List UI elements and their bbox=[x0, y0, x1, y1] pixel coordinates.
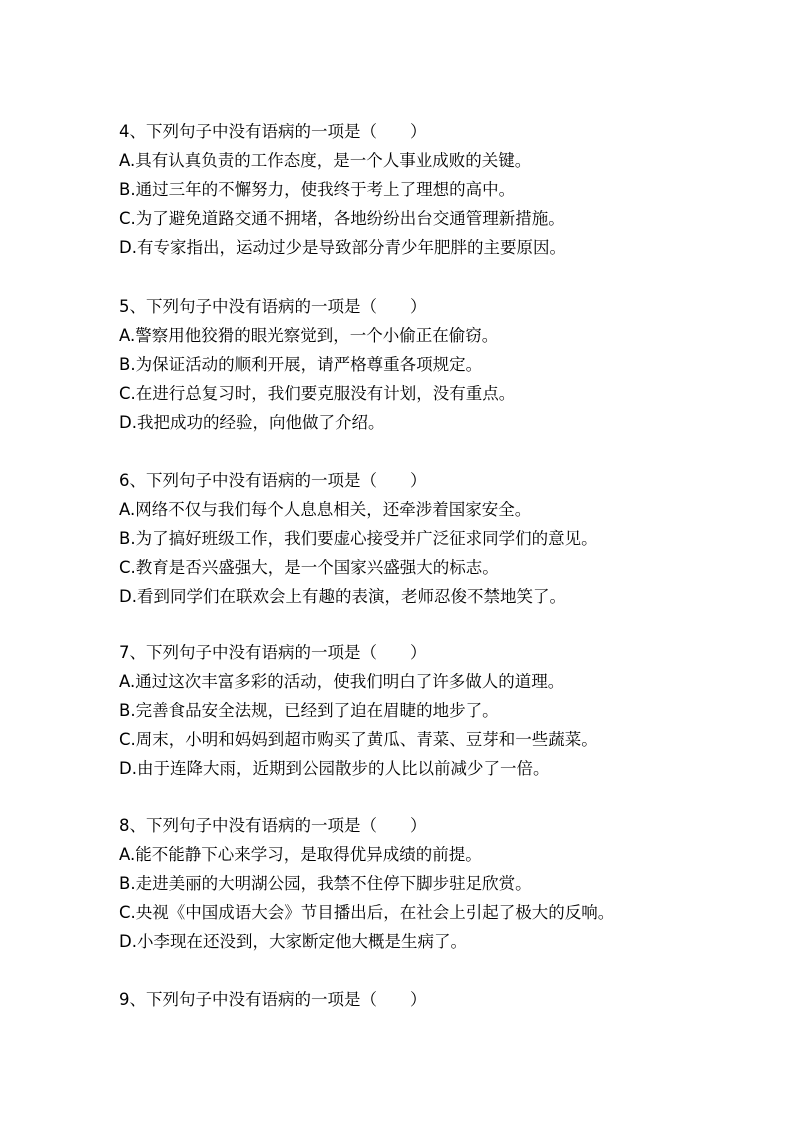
question-stem: 5、下列句子中没有语病的一项是（ ） bbox=[119, 297, 427, 316]
question-8 bbox=[119, 811, 759, 956]
option-a: A.具有认真负责的工作态度，是一个人事业成败的关键。 bbox=[119, 151, 532, 170]
option-b: B.通过三年的不懈努力，使我终于考上了理想的高中。 bbox=[119, 180, 516, 199]
option-d: D.由于连降大雨，近期到公园散步的人比以前减少了一倍。 bbox=[119, 759, 550, 778]
option-d: D.看到同学们在联欢会上有趣的表演，老师忍俊不禁地笑了。 bbox=[119, 587, 566, 606]
option-a: A.警察用他狡猾的眼光察觉到，一个小偷正在偷窃。 bbox=[119, 326, 499, 345]
question-7 bbox=[119, 638, 759, 783]
question-stem: 6、下列句子中没有语病的一项是（ ） bbox=[119, 471, 427, 490]
option-d: D.小李现在还没到，大家断定他大概是生病了。 bbox=[119, 932, 467, 951]
option-a: A.通过这次丰富多彩的活动，使我们明白了许多做人的道理。 bbox=[119, 672, 565, 691]
option-b: B.为了搞好班级工作，我们要虚心接受并广泛征求同学们的意见。 bbox=[119, 529, 598, 548]
question-stem: 8、下列句子中没有语病的一项是（ ） bbox=[119, 816, 427, 835]
question-5 bbox=[119, 292, 759, 437]
option-b: B.为保证活动的顺利开展，请严格尊重各项规定。 bbox=[119, 355, 483, 374]
question-stem: 9、下列句子中没有语病的一项是（ ） bbox=[119, 990, 427, 1009]
option-d: D.有专家指出，运动过少是导致部分青少年肥胖的主要原因。 bbox=[119, 238, 566, 257]
option-b: B.走进美丽的大明湖公园，我禁不住停下脚步驻足欣赏。 bbox=[119, 874, 532, 893]
option-c: C.教育是否兴盛强大，是一个国家兴盛强大的标志。 bbox=[119, 558, 499, 577]
option-d: D.我把成功的经验，向他做了介绍。 bbox=[119, 413, 385, 432]
question-stem: 4、下列句子中没有语病的一项是（ ） bbox=[119, 122, 427, 141]
option-c: C.在进行总复习时，我们要克服没有计划，没有重点。 bbox=[119, 384, 516, 403]
option-c: C.为了避免道路交通不拥堵，各地纷纷出台交通管理新措施。 bbox=[119, 209, 565, 228]
option-c: C.周末，小明和妈妈到超市购买了黄瓜、青菜、豆芽和一些蔬菜。 bbox=[119, 730, 598, 749]
option-c: C.央视《中国成语大会》节目播出后，在社会上引起了极大的反响。 bbox=[119, 903, 615, 922]
option-b: B.完善食品安全法规，已经到了迫在眉睫的地步了。 bbox=[119, 701, 499, 720]
question-4 bbox=[119, 117, 759, 262]
question-stem: 7、下列句子中没有语病的一项是（ ） bbox=[119, 643, 427, 662]
question-9 bbox=[119, 985, 759, 1014]
option-a: A.能不能静下心来学习，是取得优异成绩的前提。 bbox=[119, 845, 482, 864]
option-a: A.网络不仅与我们每个人息息相关，还牵涉着国家安全。 bbox=[119, 500, 532, 519]
question-6 bbox=[119, 466, 759, 611]
